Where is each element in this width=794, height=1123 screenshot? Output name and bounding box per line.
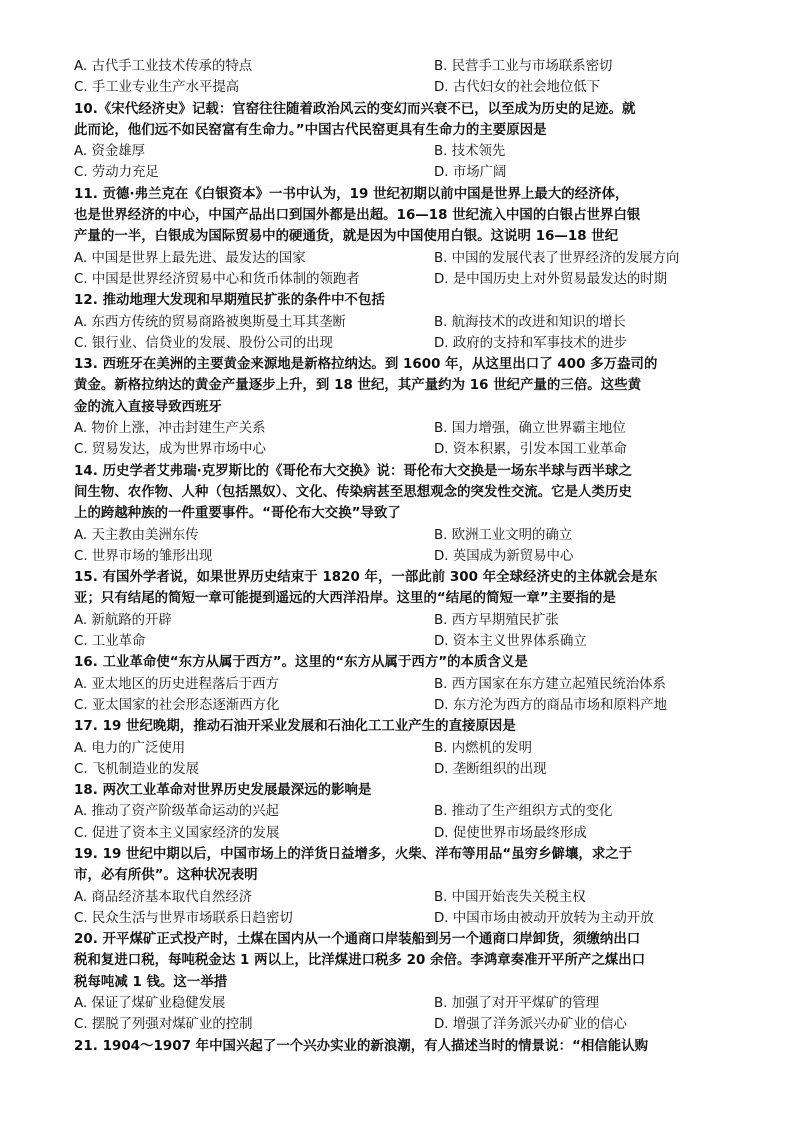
options-row — [74, 610, 746, 631]
options-row — [74, 631, 746, 652]
answer-option: C. 摆脱了列强对煤矿业的控制 — [74, 1017, 253, 1033]
answer-option: C. 亚太国家的社会形态逐渐西方化 — [74, 697, 280, 713]
options-row — [74, 418, 746, 439]
options-row — [74, 248, 746, 269]
answer-option: A. 推动了资产阶级革命运动的兴起 — [74, 804, 279, 820]
answer-option: C. 工业革命 — [74, 634, 146, 650]
answer-option: D. 资本积累，引发本国工业革命 — [434, 442, 627, 458]
answer-option: A. 中国是世界上最先进、最发达的国家 — [74, 250, 306, 266]
options-row — [74, 695, 746, 716]
answer-option: B. 西方早期殖民扩张 — [434, 612, 559, 628]
answer-option: B. 航海技术的改进和知识的增长 — [434, 314, 626, 330]
question-line: 也是世界经济的中心，中国产品出口到国外都是出超。16—18 世纪流入中国的白银占世界白银 — [74, 208, 641, 224]
answer-option: B. 技术领先 — [434, 144, 506, 160]
question-line: 17. 19 世纪晚期，推动石油开采业发展和石油化工工业产生的直接原因是 — [74, 719, 516, 735]
answer-option: B. 加强了对开平煤矿的管理 — [434, 996, 599, 1012]
options-row — [74, 525, 746, 546]
answer-option: C. 飞机制造业的发展 — [74, 761, 199, 777]
options-row — [74, 56, 746, 77]
answer-option: C. 民众生活与世界市场联系日趋密切 — [74, 910, 293, 926]
exam-page — [74, 56, 746, 1057]
answer-option: D. 中国市场由被动开放转为主动开放 — [434, 910, 654, 926]
question-line: 亚；只有结尾的简短一章可能提到遥远的大西洋沿岸。这里的“结尾的简短一章”主要指的是 — [74, 591, 616, 607]
question-line: 19. 19 世纪中期以后，中国市场上的洋货日益增多，火柴、洋布等用品“虽穷乡僻壤，求之于 — [74, 846, 633, 862]
answer-option: D. 资本主义世界体系确立 — [434, 634, 587, 650]
options-row — [74, 674, 746, 695]
question-line: 市，必有所供”。这种状况表明 — [74, 868, 258, 884]
answer-option: C. 中国是世界经济贸易中心和货币体制的领跑者 — [74, 271, 360, 287]
answer-option: D. 促使世界市场最终形成 — [434, 825, 587, 841]
answer-option: A. 古代手工业技术传承的特点 — [74, 59, 253, 74]
question-line: 10.《宋代经济史》记载：官窑往往随着政治风云的变幻而兴衰不已，以至成为历史的足迹。就 — [74, 101, 636, 117]
answer-option: D. 垄断组织的出现 — [434, 761, 547, 777]
answer-option: B. 国力增强，确立世界霸主地位 — [434, 421, 626, 437]
options-row — [74, 77, 746, 98]
answer-option: D. 古代妇女的社会地位低下 — [434, 80, 601, 96]
options-row — [74, 333, 746, 354]
question-line: 金的流入直接导致西班牙 — [74, 399, 222, 415]
answer-option: B. 中国开始丧失关税主权 — [434, 889, 586, 905]
answer-option: A. 亚太地区的历史进程落后于西方 — [74, 676, 279, 692]
question-line: 税和复进口税，每吨税金达 1 两以上，比洋煤进口税多 20 余倍。李鸿章奏准开平所产之煤出口 — [74, 953, 646, 969]
question-line: 20. 开平煤矿正式投产时，土煤在国内从一个通商口岸装船到另一个通商口岸卸货，须缴纳出口 — [74, 932, 641, 948]
options-row — [74, 269, 746, 290]
answer-option: B. 西方国家在东方建立起殖民统治体系 — [434, 676, 666, 692]
question-line: 11. 贡德·弗兰克在《白银资本》一书中认为，19 世纪初期以前中国是世界上最大的经济体， — [74, 186, 629, 202]
options-row — [74, 141, 746, 162]
answer-option: C. 世界市场的雏形出现 — [74, 548, 213, 564]
options-row — [74, 823, 746, 844]
answer-option: A. 物价上涨，冲击封建生产关系 — [74, 421, 266, 437]
question-line: 13. 西班牙在美洲的主要黄金来源地是新格拉纳达。到 1600 年，从这里出口了 400 多万盎司的 — [74, 357, 658, 373]
answer-option: A. 电力的广泛使用 — [74, 740, 186, 756]
question-line: 产量的一半，白银成为国际贸易中的硬通货，就是因为中国使用白银。这说明 16—18 世纪 — [74, 229, 619, 245]
question-line: 12. 推动地理大发现和早期殖民扩张的条件中不包括 — [74, 293, 385, 309]
answer-option: D. 市场广阔 — [434, 165, 507, 181]
answer-option: D. 是中国历史上对外贸易最发达的时期 — [434, 271, 668, 287]
options-row — [74, 1014, 746, 1035]
answer-option: C. 劳动力充足 — [74, 165, 159, 181]
question-line: 此而论，他们远不如民窑富有生命力。”中国古代民窑更具有生命力的主要原因是 — [74, 122, 547, 138]
answer-option: B. 内燃机的发明 — [434, 740, 533, 756]
question-line: 18. 两次工业革命对世界历史发展最深远的影响是 — [74, 783, 372, 799]
options-row — [74, 312, 746, 333]
answer-option: B. 推动了生产组织方式的变化 — [434, 804, 613, 820]
answer-option: B. 欧洲工业文明的确立 — [434, 527, 573, 543]
options-row — [74, 546, 746, 567]
answer-option: C. 促进了资本主义国家经济的发展 — [74, 825, 280, 841]
answer-option: D. 英国成为新贸易中心 — [434, 548, 574, 564]
question-line: 上的跨越种族的一件重要事件。“哥伦布大交换”导致了 — [74, 506, 401, 522]
options-row — [74, 162, 746, 183]
question-line: 税每吨减 1 钱。这一举措 — [74, 974, 228, 990]
answer-option: A. 天主教由美洲东传 — [74, 527, 199, 543]
question-line: 15. 有国外学者说，如果世界历史结束于 1820 年，一部此前 300 年全球经济史的主体就会是东 — [74, 570, 658, 586]
question-line: 21. 1904～1907 年中国兴起了一个兴办实业的新浪潮，有人描述当时的情景说：“相信能认购 — [74, 1038, 649, 1054]
answer-option: A. 资金雄厚 — [74, 144, 145, 160]
answer-option: A. 新航路的开辟 — [74, 612, 172, 628]
answer-option: D. 东方沦为西方的商品市场和原料产地 — [434, 697, 668, 713]
options-row — [74, 801, 746, 822]
answer-option: D. 政府的支持和军事技术的进步 — [434, 335, 627, 351]
answer-option: C. 银行业、信贷业的发展、股份公司的出现 — [74, 335, 333, 351]
options-row — [74, 759, 746, 780]
question-line: 14. 历史学者艾弗瑞·克罗斯比的《哥伦布大交换》说：哥伦布大交换是一场东半球与西半球之 — [74, 463, 632, 479]
options-row — [74, 887, 746, 908]
answer-option: A. 商品经济基本取代自然经济 — [74, 889, 253, 905]
answer-option: B. 民营手工业与市场联系密切 — [434, 59, 613, 74]
question-line: 16. 工业革命使“东方从属于西方”。这里的“东方从属于西方”的本质含义是 — [74, 655, 528, 671]
options-row — [74, 439, 746, 460]
options-row — [74, 738, 746, 759]
answer-option: C. 手工业专业生产水平提高 — [74, 80, 240, 96]
answer-option: A. 保证了煤矿业稳健发展 — [74, 996, 226, 1012]
options-row — [74, 908, 746, 929]
options-row — [74, 993, 746, 1014]
answer-option: D. 增强了洋务派兴办矿业的信心 — [434, 1017, 627, 1033]
answer-option: A. 东西方传统的贸易商路被奥斯曼土耳其垄断 — [74, 314, 346, 330]
answer-option: C. 贸易发达，成为世界市场中心 — [74, 442, 266, 458]
question-line: 间生物、农作物、人种（包括黑奴）、文化、传染病甚至思想观念的突发性交流。它是人类历史 — [74, 484, 632, 500]
question-line: 黄金。新格拉纳达的黄金产量逐步上升，到 18 世纪，其产量约为 16 世纪产量的三倍。这些黄 — [74, 378, 642, 394]
answer-option: B. 中国的发展代表了世界经济的发展方向 — [434, 250, 680, 266]
